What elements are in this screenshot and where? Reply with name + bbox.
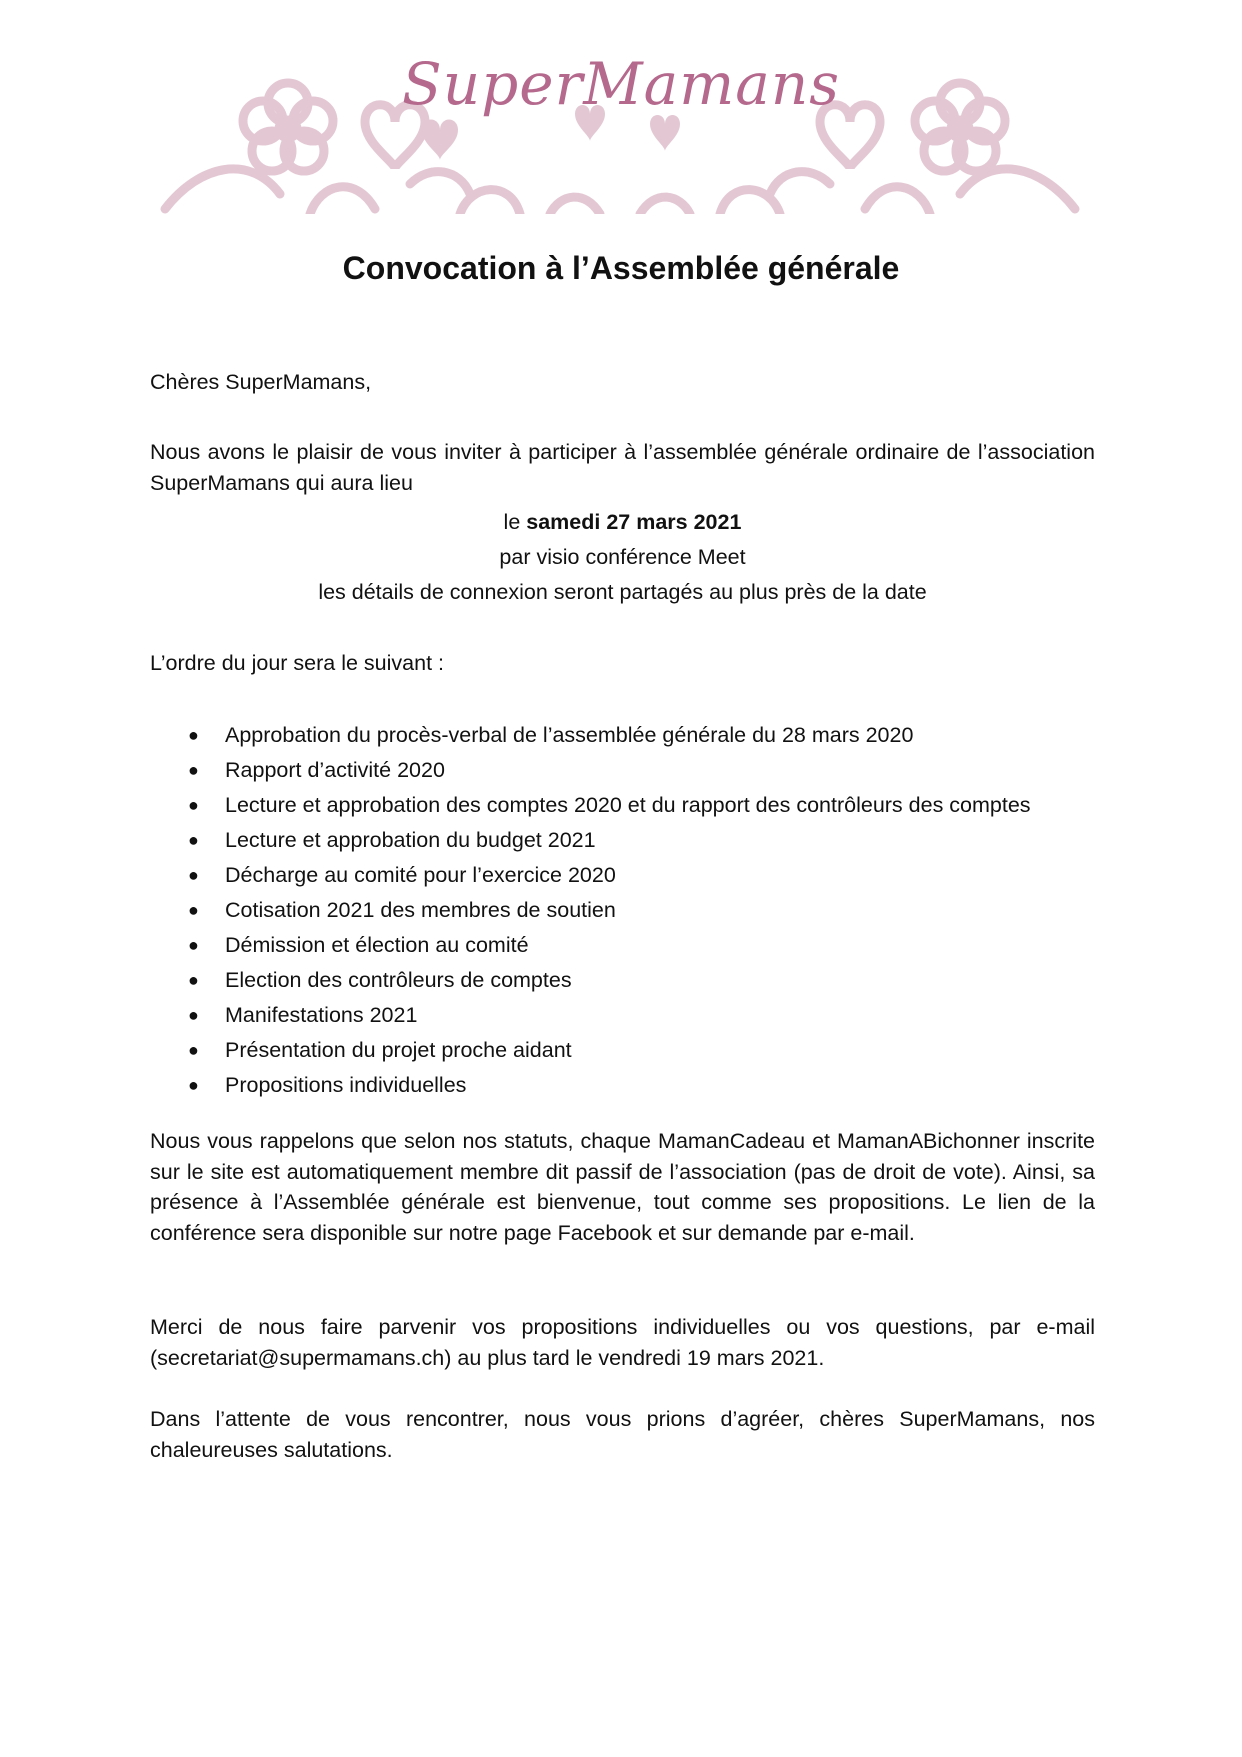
meeting-connection-details: les détails de connexion seront partagés au plus près de la date (318, 580, 927, 604)
closing-paragraph: Dans l’attente de vous rencontrer, nous vous prions d’agréer, chères SuperMamans, nos chaleureuses salutations. (150, 1407, 1095, 1462)
agenda-item-text: Propositions individuelles (225, 1073, 467, 1097)
agenda-item (186, 788, 1106, 823)
agenda-item (186, 963, 1106, 998)
greeting: Chères SuperMamans, (150, 370, 372, 394)
meeting-date-prefix: le (503, 510, 521, 534)
bullet-icon: ● (188, 1075, 199, 1095)
agenda-item-text: Manifestations 2021 (225, 1003, 418, 1027)
agenda-item-text: Présentation du projet proche aidant (225, 1038, 572, 1062)
bullet-icon: ● (188, 935, 199, 955)
agenda-item (186, 998, 1106, 1033)
agenda-intro: L’ordre du jour sera le suivant : (150, 651, 444, 675)
agenda-item-text: Démission et élection au comité (225, 933, 529, 957)
agenda-item-text: Election des contrôleurs de comptes (225, 968, 572, 992)
bullet-icon: ● (188, 970, 199, 990)
agenda-item (186, 718, 1106, 753)
agenda-item-text: Approbation du procès-verbal de l’assemblée générale du 28 mars 2020 (225, 723, 914, 747)
agenda-item-text: Cotisation 2021 des membres de soutien (225, 898, 616, 922)
reminder-paragraph: Nous vous rappelons que selon nos statuts, chaque MamanCadeau et MamanABichonner inscrite sur le site est automatiquement membre dit passif de l’association (pas de droit de vote). Ainsi, sa présence à l’Assemblée générale est bienvenue, tout comme ses propositions. Le lien de la conférence sera disponible sur notre page Facebook et sur demande par e-mail. (150, 1129, 1095, 1245)
meeting-details (150, 505, 1095, 610)
agenda-item (186, 1068, 1106, 1103)
document-title: Convocation à l’Assemblée générale (342, 250, 900, 286)
bullet-icon: ● (188, 1005, 199, 1025)
agenda-item (186, 858, 1106, 893)
agenda-item-text: Décharge au comité pour l’exercice 2020 (225, 863, 616, 887)
heart-filled-right-icon (650, 115, 680, 151)
heart-filled-left-icon (422, 120, 458, 161)
bullet-icon: ● (188, 760, 199, 780)
agenda-item (186, 753, 1106, 788)
agenda-item (186, 928, 1106, 963)
bullet-icon: ● (188, 865, 199, 885)
request-paragraph: Merci de nous faire parvenir vos propositions individuelles ou vos questions, par e-mail (secretariat@supermamans.ch) au plus tard le vendredi 19 mars 2021. (150, 1315, 1095, 1370)
agenda-item-text: Lecture et approbation du budget 2021 (225, 828, 596, 852)
agenda-item (186, 1033, 1106, 1068)
meeting-location: par visio conférence Meet (499, 545, 746, 569)
intro-paragraph: Nous avons le plaisir de vous inviter à participer à l’assemblée générale ordinaire de l’association SuperMamans qui aura lieu (150, 440, 1095, 495)
meeting-date-bold: samedi 27 mars 2021 (526, 510, 742, 534)
agenda-item-text: Lecture et approbation des comptes 2020 et du rapport des contrôleurs des comptes (225, 793, 1031, 817)
meeting-date (150, 505, 1095, 540)
brand-logo: SuperMamans (402, 50, 840, 118)
bullet-icon: ● (188, 725, 199, 745)
bullet-icon: ● (188, 900, 199, 920)
agenda-list (186, 718, 1106, 1103)
agenda-item-text: Rapport d’activité 2020 (225, 758, 445, 782)
bullet-icon: ● (188, 830, 199, 850)
agenda-item (186, 893, 1106, 928)
agenda-item (186, 823, 1106, 858)
bullet-icon: ● (188, 1040, 199, 1060)
bullet-icon: ● (188, 795, 199, 815)
